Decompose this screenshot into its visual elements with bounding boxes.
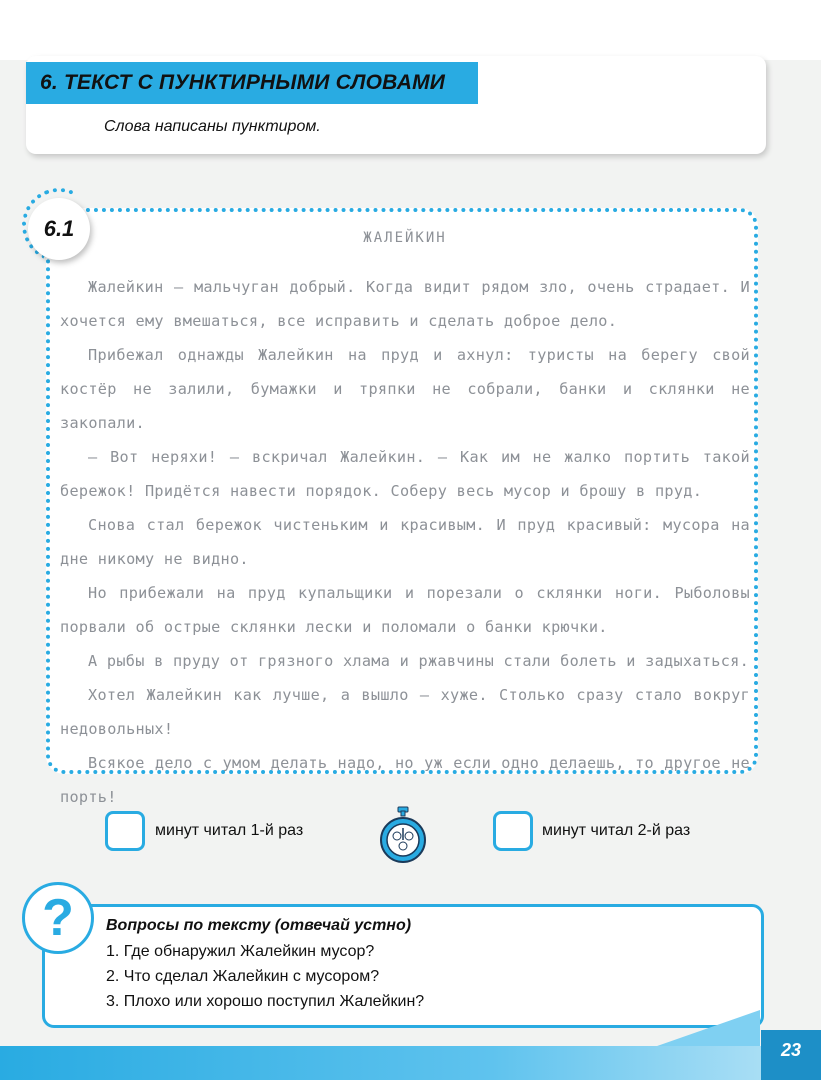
question-mark-icon: ? (22, 882, 94, 954)
story-paragraph: Прибежал однажды Жалейкин на пруд и ахнул: туристы на берегу свой костёр не залили, бумажки и тряпки не собрали, банки и склянки не закопали. (60, 346, 750, 432)
question-item: 3. Плохо или хорошо поступил Жалейкин? (106, 993, 425, 1010)
story-title: ЖАЛЕЙКИН (363, 230, 447, 246)
section-title: 6. ТЕКСТ С ПУНКТИРНЫМИ СЛОВАМИ (26, 62, 478, 104)
first-read-minutes-box[interactable] (105, 811, 145, 851)
question-item: 2. Что сделал Жалейкин с мусором? (106, 968, 380, 985)
story-paragraph: Всякое дело с умом делать надо, но уж если одно делаешь, то другое не порть! (60, 754, 750, 806)
second-read-label: минут читал 2-й раз (542, 822, 691, 839)
story-paragraph: Но прибежали на пруд купальщики и порезали о склянки ноги. Рыболовы порвали об острые склянки лески и поломали о банки крючки. (60, 584, 750, 636)
story-paragraph: – Вот неряхи! – вскричал Жалейкин. – Как им не жалко портить такой бережок! Придётся навести порядок. Соберу весь мусор и брошу в пруд. (60, 448, 750, 500)
page-top-background (0, 0, 821, 60)
exercise-number-badge: 6.1 (28, 198, 90, 260)
story-paragraph: А рыбы в пруду от грязного хлама и ржавчины стали болеть и задыхаться. (88, 652, 750, 670)
questions-title: Вопросы по тексту (отвечай устно) (106, 917, 412, 934)
page-number: 23 (761, 1030, 821, 1080)
section-subtitle: Слова написаны пунктиром. (104, 118, 321, 135)
second-read-minutes-box[interactable] (493, 811, 533, 851)
story-paragraph: Снова стал бережок чистеньким и красивым. И пруд красивый: мусора на дне никому не видно. (60, 516, 750, 568)
bottom-decoration-strip (0, 1046, 821, 1080)
question-item: 1. Где обнаружил Жалейкин мусор? (106, 943, 375, 960)
story-text (60, 230, 750, 814)
story-paragraph: Хотел Жалейкин как лучше, а вышло – хуже. Столько сразу стало вокруг недовольных! (60, 686, 750, 738)
first-read-label: минут читал 1-й раз (155, 822, 304, 839)
stopwatch-icon (378, 806, 428, 864)
story-paragraph: Жалейкин – мальчуган добрый. Когда видит рядом зло, очень страдает. И хочется ему вмешаться, все исправить и сделать доброе дело. (60, 278, 750, 330)
